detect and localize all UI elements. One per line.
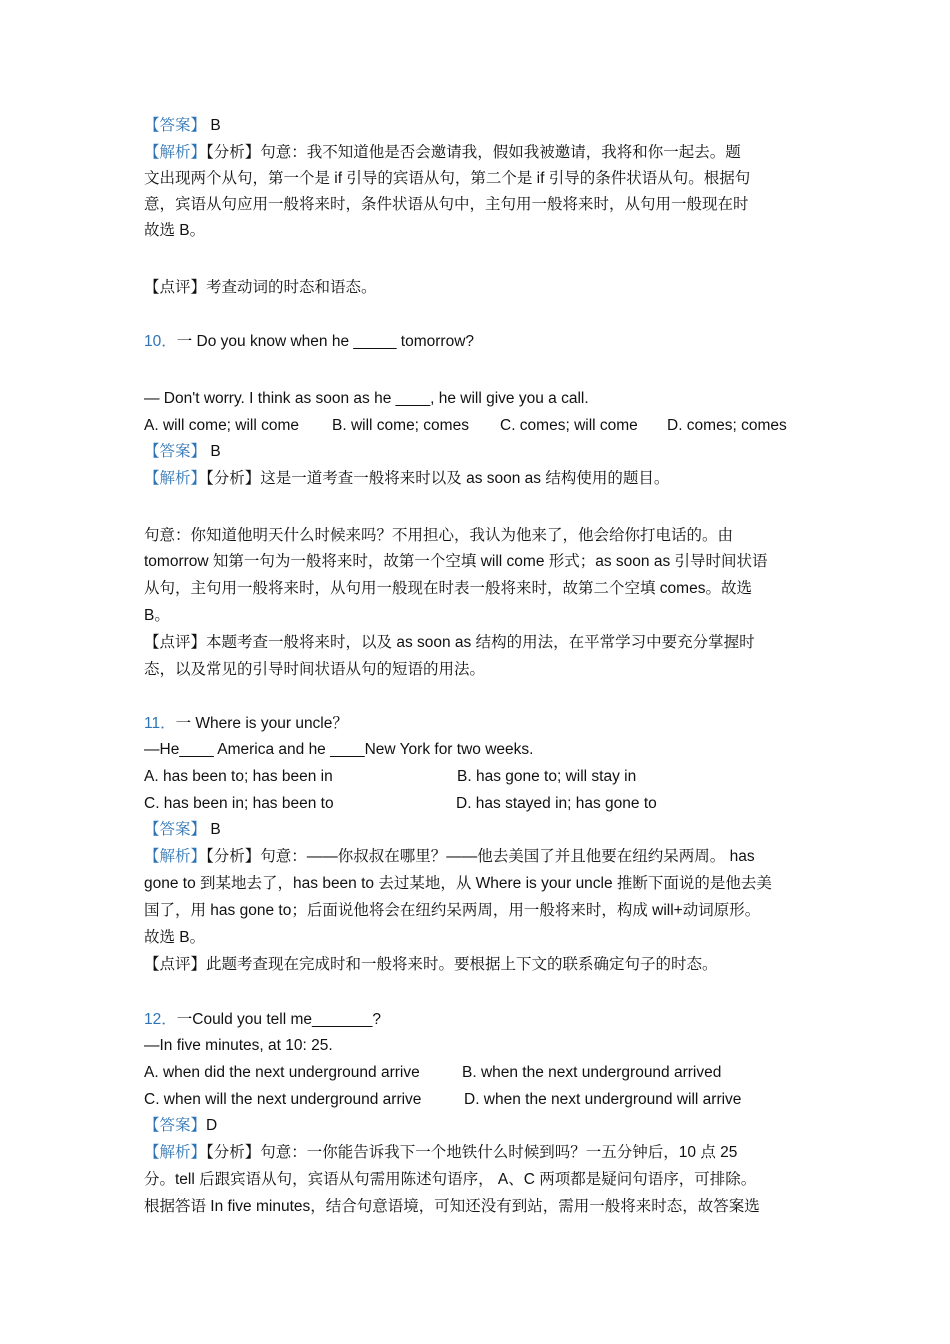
prev-analysis-line-4: 故选 B。: [144, 222, 206, 239]
fenxi-tag: 【分析】: [206, 848, 261, 865]
analysis-text: 句意：一你能告诉我下一个地铁什么时候到吗？一五分钟后，10 点 25: [260, 1144, 738, 1161]
q11-answer-line: [144, 820, 221, 840]
stem-text: , he will give you a call.: [430, 390, 589, 407]
answer-tag: 【答案】: [144, 117, 207, 134]
q11-analysis-line-4: 故选 B。: [144, 929, 206, 946]
q11-stem-line-2: —He____ America and he ____New York for two weeks.: [144, 741, 534, 758]
prev-analysis-line-2: 文出现两个从句，第一个是 if 引导的宾语从句，第二个是 if 引导的条件状语从句。根据句: [144, 170, 751, 187]
option-b: B. will come; comes: [332, 417, 469, 434]
q10-answer-line: [144, 442, 221, 462]
comment-tag: 【点评】: [144, 634, 207, 651]
blank: _____: [353, 333, 397, 350]
option-d: D. comes; comes: [667, 417, 787, 434]
analysis-tag: 【解析】: [144, 144, 207, 161]
q11-options-line-1: [144, 767, 844, 787]
q12-analysis-line-2: 分。tell 后跟宾语从句，宾语从句需用陈述句语序， A、C 两项都是疑问句语序，可排除。: [144, 1171, 757, 1188]
q10-comment-line-1: [144, 633, 755, 653]
q10-explain-line-4: B。: [144, 607, 170, 624]
prev-analysis-line-3: 意，宾语从句应用一般将来时，条件状语从句中，主句用一般将来时，从句用一般现在时: [144, 196, 749, 213]
option-b: B. has gone to; will stay in: [457, 768, 637, 785]
q10-explain-line-1: 句意：你知道他明天什么时候来吗？不用担心，我认为他来了，他会给你打电话的。由: [144, 527, 734, 544]
option-a: A. when did the next underground arrive: [144, 1064, 420, 1081]
q10-options-line: [144, 416, 844, 436]
comment-tag: 【点评】: [144, 956, 207, 973]
stem-text: — Don't worry. I think as soon as he: [144, 390, 396, 407]
q12-stem-line-1: [144, 1010, 381, 1030]
q12-options-line-2: [144, 1090, 844, 1110]
stem-text: 一 Where is your uncle？: [175, 715, 348, 732]
answer-tag: 【答案】: [144, 443, 207, 460]
fenxi-tag: 【分析】: [206, 1144, 261, 1161]
question-number: 12．: [144, 1011, 177, 1028]
blank: ____: [395, 390, 431, 407]
q10-analysis-line: [144, 469, 669, 489]
question-number: 11．: [144, 715, 176, 732]
analysis-text: 句意：我不知道他是否会邀请我，假如我被邀请，我将和你一起去。题: [260, 144, 741, 161]
option-c: C. has been in; has been to: [144, 795, 334, 812]
analysis-text: 这是一道考查一般将来时以及 as soon as 结构使用的题目。: [260, 470, 670, 487]
option-c: C. when will the next underground arrive: [144, 1091, 422, 1108]
stem-text: tomorrow?: [396, 333, 475, 350]
answer-value: B: [210, 443, 221, 460]
q11-analysis-line-3: 国了，用 has gone to；后面说他将会在纽约呆两周，用一般将来时，构成 will+动词原形。: [144, 902, 761, 919]
q11-options-line-2: [144, 794, 844, 814]
option-d: D. when the next underground will arrive: [464, 1091, 742, 1108]
q10-stem-line-1: [144, 332, 474, 352]
q11-stem-line-1: [144, 714, 348, 734]
prev-answer-line: [144, 116, 221, 136]
q11-comment-line: [144, 955, 718, 975]
analysis-tag: 【解析】: [144, 1144, 207, 1161]
q12-stem-line-2: —In five minutes, at 10: 25.: [144, 1037, 333, 1054]
option-c: C. comes; will come: [500, 417, 638, 434]
fenxi-tag: 【分析】: [206, 144, 261, 161]
q12-options-line-1: [144, 1063, 844, 1083]
q10-stem-line-2: [144, 389, 589, 409]
question-number: 10．: [144, 333, 177, 350]
option-b: B. when the next underground arrived: [462, 1064, 722, 1081]
q11-analysis-line-1: [144, 847, 755, 867]
q12-analysis-line-3: 根据答语 In five minutes，结合句意语境，可知还没有到站，需用一般将来时态，故答案选: [144, 1198, 760, 1215]
answer-tag: 【答案】: [144, 1117, 207, 1134]
q11-analysis-line-2: gone to 到某地去了，has been to 去过某地，从 Where is your uncle 推断下面说的是他去美: [144, 875, 772, 892]
analysis-tag: 【解析】: [144, 848, 207, 865]
q10-explain-line-3: 从句，主句用一般将来时，从句用一般现在时表一般将来时，故第二个空填 comes。故选: [144, 580, 752, 597]
answer-value: B: [210, 821, 221, 838]
comment-tag: 【点评】: [144, 279, 207, 296]
analysis-tag: 【解析】: [144, 470, 207, 487]
q10-comment-line-2: 态，以及常见的引导时间状语从句的短语的用法。: [144, 661, 486, 678]
answer-tag: 【答案】: [144, 821, 207, 838]
option-a: A. will come; will come: [144, 417, 300, 434]
fenxi-tag: 【分析】: [206, 470, 261, 487]
q12-answer-line: [144, 1116, 217, 1136]
comment-text: 此题考查现在完成时和一般将来时。要根据上下文的联系确定句子的时态。: [206, 956, 718, 973]
answer-value: B: [210, 117, 221, 134]
stem-text: ?: [372, 1011, 381, 1028]
q12-analysis-line-1: [144, 1143, 737, 1163]
comment-text: 考查动词的时态和语态。: [206, 279, 377, 296]
comment-text: 本题考查一般将来时，以及 as soon as 结构的用法，在平常学习中要充分掌握时: [206, 634, 755, 651]
answer-value: D: [206, 1117, 218, 1134]
q10-explain-line-2: tomorrow 知第一句为一般将来时，故第一个空填 will come 形式；as soon as 引导时间状语: [144, 553, 768, 570]
option-a: A. has been to; has been in: [144, 768, 333, 785]
prev-comment-line: [144, 278, 377, 298]
prev-analysis-line-1: [144, 143, 741, 163]
analysis-text: 句意：——你叔叔在哪里？——他去美国了并且他要在纽约呆两周。 has: [260, 848, 755, 865]
blank: _______: [312, 1011, 373, 1028]
stem-text: 一Could you tell me: [176, 1011, 313, 1028]
option-d: D. has stayed in; has gone to: [456, 795, 657, 812]
stem-text: 一 Do you know when he: [176, 333, 354, 350]
